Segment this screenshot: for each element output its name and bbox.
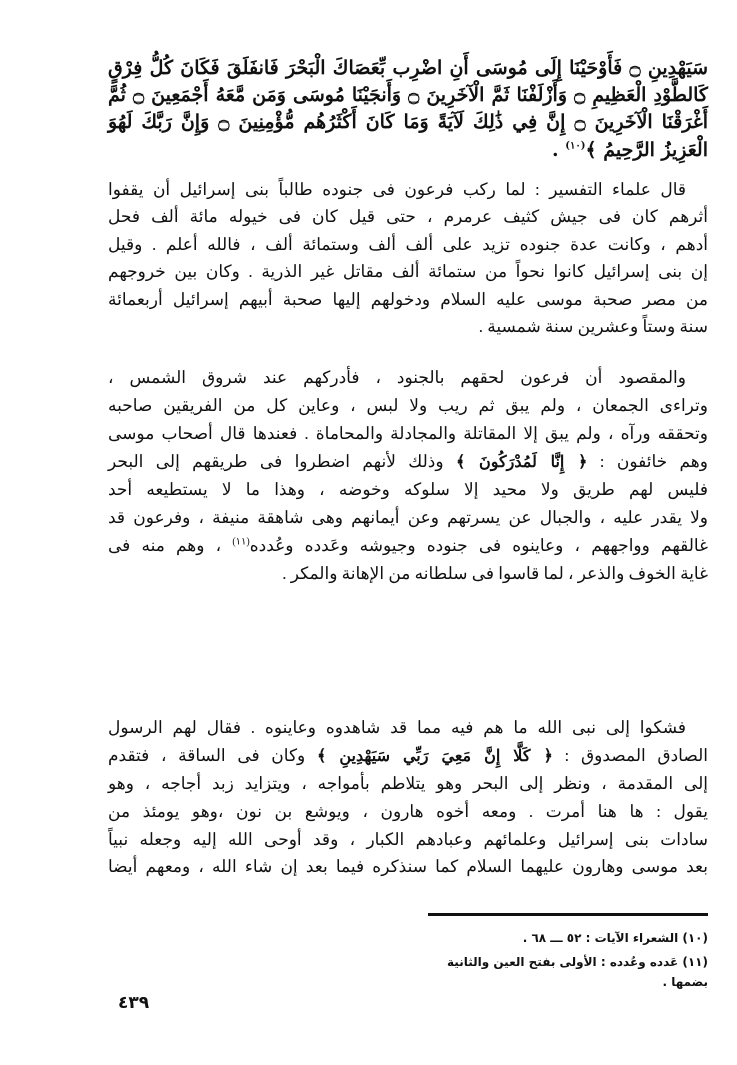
text-line: فليس لهم طريق ولا محيد إلا سلوكه وخوضه ، وهذا ما لا يستطيعه أحد	[108, 480, 708, 499]
verse-line: كَالطَّوْدِ الْعَظِيمِ ۝ وَأَزْلَفْنَا ثَمَّ الْآخَرِينَ ۝ وَأَنجَيْنَا مُوسَى وَمَن مَّعَهُ أَجْمَعِينَ ۝ ثُمَّ	[108, 84, 708, 106]
verse-end: .	[552, 139, 566, 161]
text: وكان فى الساقة ، فتقدم	[108, 746, 317, 765]
text-line: سنة وستاً وعشرين سنة شمسية .	[478, 317, 708, 336]
text-line: إلى المقدمة ، ونظر إلى البحر وهو يتلاطم بأمواجه ، ويتزايد زبد أجاجه ، وهو	[108, 774, 708, 793]
text-line: أثرهم كان فى جيش كثيف عرمرم ، حتى قيل كان فى خيوله مائة ألف فحل	[108, 207, 708, 226]
text-line: فشكوا إلى نبى الله ما هم فيه مما قد شاهدوه وعاينوه . فقال لهم الرسول	[108, 718, 686, 737]
text: الصادق المصدوق :	[552, 746, 709, 765]
quran-quote: ﴿ إِنَّا لَمُدْرَكُونَ ﴾	[455, 452, 588, 471]
text-line: وتحققه ورآه ، ولم يبق إلا المقاتلة والمجادلة والمحاماة . فعندها قال أصحاب موسى	[108, 424, 708, 443]
quran-quote: ﴿ كَلَّا إِنَّ مَعِيَ رَبِّي سَيَهْدِينِ ﴾	[316, 746, 553, 765]
verse-line: أَغْرَقْنَا الْآخَرِينَ ۝ إِنَّ فِي ذَٰلِكَ لَآيَةً وَمَا كَانَ أَكْثَرُهُم مُّؤْمِنِينَ ۝ وَإِنَّ رَبَّكَ لَهُوَ	[108, 111, 708, 133]
text-line: ولا يقدر عليه ، والجبال عن يسرتهم وعن أيمانهم وهى شاهقة منيفة ، وفرعون قد	[108, 508, 708, 527]
verse-text: الْعَزِيزُ الرَّحِيمُ ﴾	[585, 139, 708, 161]
footnote-10: (١٠) الشعراء الآيات : ٥٢ ـــ ٦٨ .	[522, 931, 708, 945]
text-line: سادات بنى إسرائيل وعلمائهم وعبادهم الكبار ، وقد أوحى الله إليه وجعله نبياً	[108, 830, 708, 849]
text-line: قال علماء التفسير : لما ركب فرعون فى جنوده طالباً بنى إسرائيل أن يقفوا	[108, 180, 686, 199]
text-line: بعد موسى وهارون عليهما السلام كما سنذكره فيما بعد إن شاء الله ، ومعهم أيضا	[108, 857, 708, 876]
verse-line	[108, 136, 708, 164]
footnote-11: (١١) عَدده وعُدده : الأولى بفتح العين والثانية بضمها .	[447, 955, 708, 989]
text-line: من مصر صحبة موسى عليه السلام ودخولهم إليها صحبة أبيهم إسرائيل أربعمائة	[108, 290, 708, 309]
verse-line: سَيَهْدِينِ ۝ فَأَوْحَيْنَا إِلَى مُوسَى أَنِ اضْرِب بِّعَصَاكَ الْبَحْرَ فَانفَلَقَ فَكَانَ كُلُّ فِرْقٍ	[108, 57, 708, 79]
text: وهم خائفون :	[587, 452, 708, 471]
text: غالقهم وواجههم ، وعاينوه فى جنوده وجيوشه وعَدده وعُدده	[249, 536, 708, 555]
footnote-divider	[428, 913, 708, 916]
text-line: غاية الخوف والذعر ، لما قاسوا فى سلطانه من الإهانة والمكر .	[282, 564, 708, 583]
text-line: يقول : ها هنا أمرت . ومعه أخوه هارون ، ويوشع بن نون ،وهو يومئذ من	[108, 802, 708, 821]
text-line	[108, 742, 708, 770]
text-line: والمقصود أن فرعون لحقهم بالجنود ، فأدركهم عند شروق الشمس ،	[108, 368, 686, 387]
text-line	[108, 448, 708, 476]
text-line: وتراءى الجمعان ، ولم يبق ثم ريب ولا لبس ، وعاين كل من الفريقين صاحبه	[108, 396, 708, 415]
text-line: إن بنى إسرائيل كانوا نحواً من ستمائة ألف مقاتل غير الذرية . وكان بين خروجهم	[108, 262, 708, 281]
footnote-ref[interactable]: (١١)	[232, 536, 250, 548]
text-line: أدهم ، وكانت عدة جنوده تزيد على ألف ألف وستمائة ألف ، فالله أعلم . وقيل	[108, 235, 708, 254]
footnote-ref[interactable]: (١٠)	[565, 140, 586, 152]
page-number: ٤٣٩	[118, 993, 150, 1013]
text: وذلك لأنهم اضطروا فى طريقهم إلى البحر	[108, 452, 456, 471]
text: ، وهم منه فى	[108, 536, 233, 555]
text-line	[108, 532, 708, 560]
